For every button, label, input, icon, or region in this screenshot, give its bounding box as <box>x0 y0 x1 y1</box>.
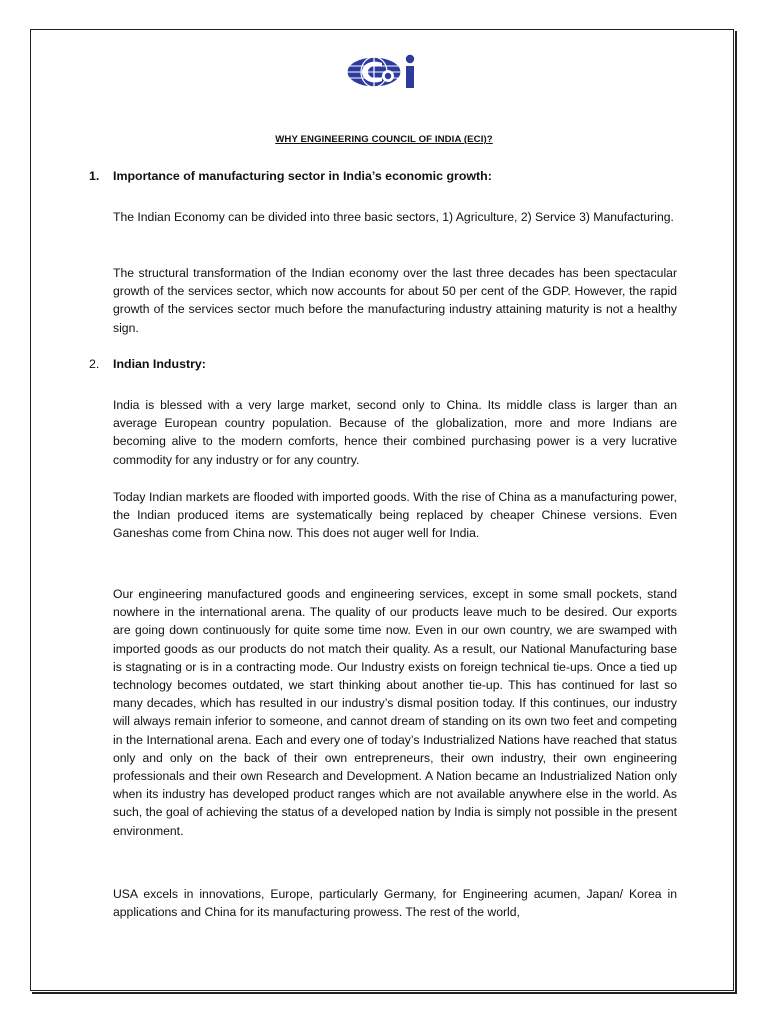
section-2-heading-text: Indian Industry: <box>113 357 206 371</box>
section-1-paragraph-1: The Indian Economy can be divided into three basic sectors, 1) Agriculture, 2) Service 3) Manufacturing. <box>113 210 674 224</box>
section-1-heading-text: Importance of manufacturing sector in India’s economic growth: <box>113 169 492 183</box>
section-1-heading <box>89 169 492 183</box>
section-1-number: 1. <box>89 169 100 183</box>
page-title: WHY ENGINEERING COUNCIL OF INDIA (ECI)? <box>275 134 493 145</box>
section-1-paragraph-2: The structural transformation of the Indian economy over the last three decades has been spectacular growth of the services sector, which now accounts for about 50 per cent of the GDP. However, the rapid growth of the services sector much before the manufacturing industry attaining maturity is not a healthy sign. <box>113 266 677 335</box>
section-2-paragraph-4: USA excels in innovations, Europe, particularly Germany, for Engineering acumen, Japan/ Korea in applications and China for its manufacturing prowess. The rest of the world, <box>113 887 677 920</box>
section-2-number: 2. <box>89 357 100 371</box>
section-2-heading <box>89 357 206 371</box>
eci-logo <box>344 52 434 92</box>
section-2-paragraph-3: Our engineering manufactured goods and engineering services, except in some small pockets, stand nowhere in the international arena. The quality of our products leave much to be desired. Our exports are going down continuously for quite some time now. Even in our own country, we are swamped with imported goods as our products do not match their quality. As a result, our National Manufacturing base is stagnating or is in a contracting mode. Our Industry exists on foreign technical tie-ups. Once a tied up technology becomes outdated, we start thinking about another tie-up. This has continued for last so many decades, which has resulted in our industry’s dismal position today. If this continues, our industry will always remain inferior to someone, and cannot dream of standing on its own two feet and competing in the International arena. Each and every one of today’s Industrialized Nations have reached that status only and only on the back of their own entrepreneurs, their own industry, their own engineering professionals and their own Research and Development. A Nation became an Industrialized Nation only when its industry has developed product ranges which are not available anywhere else in the world. As such, the goal of achieving the status of a developed nation by India is simply not possible in the present environment. <box>113 587 677 838</box>
section-2-paragraph-1: India is blessed with a very large market, second only to China. Its middle class is larger than an average European country population. Because of the globalization, more and more Indians are becoming alive to the modern comforts, hence their combined purchasing power is a very lucrative commodity for any industry or for any country. <box>113 398 677 467</box>
letter-i-mark <box>406 66 414 88</box>
svg-text:eci: eci <box>434 91 436 92</box>
section-2-paragraph-2: Today Indian markets are flooded with imported goods. With the rise of China as a manufacturing power, the Indian produced items are systematically being replaced by cheaper Chinese versions. Even Ganeshas come from China now. This does not auger well for India. <box>113 490 677 541</box>
